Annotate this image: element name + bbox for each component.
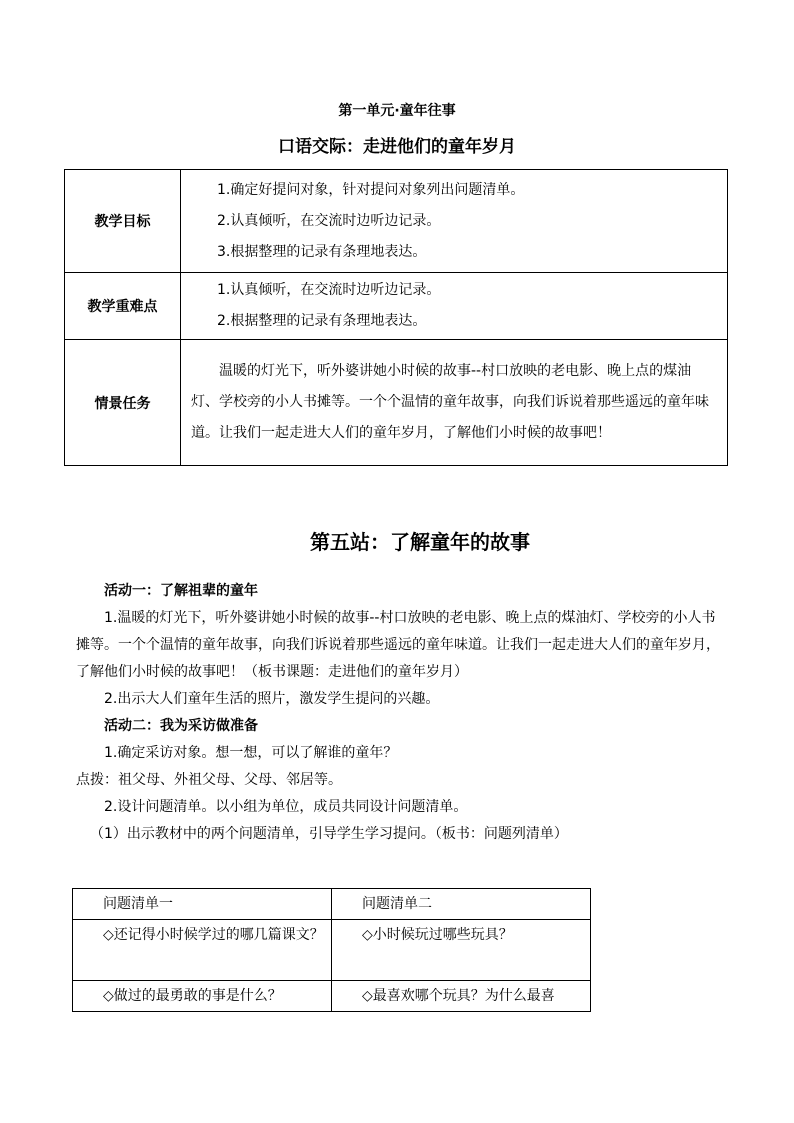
activity1-paragraph-2: 2.出示大人们童年生活的照片，激发学生提问的兴趣。 <box>104 691 440 707</box>
question-text: ◇做过的最勇敢的事是什么？ <box>103 988 282 1004</box>
lesson-body <box>76 578 726 848</box>
activity1-paragraph-1: 1.温暖的灯光下，听外婆讲她小时候的故事--村口放映的老电影、晚上点的煤油灯、学校旁的小人书摊等。一个个温情的童年故事，向我们诉说着那些遥远的童年味道。让我们一起走进大人们的童年岁月，了解他们小时候的故事吧！（板书课题：走进他们的童年岁月） <box>76 610 720 680</box>
goals-row-scenario <box>65 340 728 466</box>
list-item: 1.确定好提问对象，针对提问对象列出问题清单。 <box>217 181 525 198</box>
row-content <box>181 170 728 273</box>
activity2-paragraph-1: 1.确定采访对象。想一想，可以了解谁的童年？ <box>104 745 398 761</box>
question-text: ◇还记得小时候学过的哪几篇课文？ <box>103 927 324 943</box>
unit-title: 第一单元·童年往事 <box>338 103 456 119</box>
table-cell <box>73 981 332 1012</box>
question-text: ◇小时候玩过哪些玩具？ <box>362 927 513 943</box>
goals-row-objectives <box>65 170 728 273</box>
row-content <box>181 340 728 466</box>
list-item: 1.认真倾听，在交流时边听边记录。 <box>217 282 441 298</box>
column-header: 问题清单一 <box>73 889 332 920</box>
table-cell <box>73 920 332 981</box>
activity1-heading: 活动一：了解祖辈的童年 <box>104 583 258 599</box>
table-cell <box>332 981 591 1012</box>
row-label: 情景任务 <box>65 340 181 466</box>
questions-table <box>72 888 591 1012</box>
table-row <box>73 920 591 981</box>
table-row <box>73 981 591 1012</box>
station-title: 第五站：了解童年的故事 <box>310 530 530 554</box>
list-item: 2.认真倾听，在交流时边听边记录。 <box>217 212 441 229</box>
row-content <box>181 273 728 340</box>
goals-table <box>64 169 728 466</box>
lesson-title: 口语交际：走进他们的童年岁月 <box>278 137 516 157</box>
activity2-heading: 活动二：我为采访做准备 <box>104 718 258 734</box>
activity2-paragraph-2: 点拨：祖父母、外祖父母、父母、邻居等。 <box>76 772 342 788</box>
row-label: 教学目标 <box>65 170 181 273</box>
column-header: 问题清单二 <box>332 889 591 920</box>
list-item: 2.根据整理的记录有条理地表达。 <box>217 313 427 329</box>
scenario-paragraph: 温暖的灯光下，听外婆讲她小时候的故事--村口放映的老电影、晚上点的煤油灯、学校旁的小人书摊等。一个个温情的童年故事，向我们诉说着那些遥远的童年味道。让我们一起走进大人们的童年岁月，了解他们小时候的故事吧！ <box>191 363 709 441</box>
goals-row-key-points <box>65 273 728 340</box>
questions-header-row <box>73 889 591 920</box>
list-item: 3.根据整理的记录有条理地表达。 <box>217 243 427 260</box>
row-label: 教学重难点 <box>65 273 181 340</box>
activity2-paragraph-3: 2.设计问题清单。以小组为单位，成员共同设计问题清单。 <box>104 799 468 815</box>
question-text: ◇最喜欢哪个玩具？为什么最喜 <box>362 988 555 1004</box>
table-cell <box>332 920 591 981</box>
activity2-paragraph-4: （1）出示教材中的两个问题清单，引导学生学习提问。（板书：问题列清单） <box>90 826 568 842</box>
